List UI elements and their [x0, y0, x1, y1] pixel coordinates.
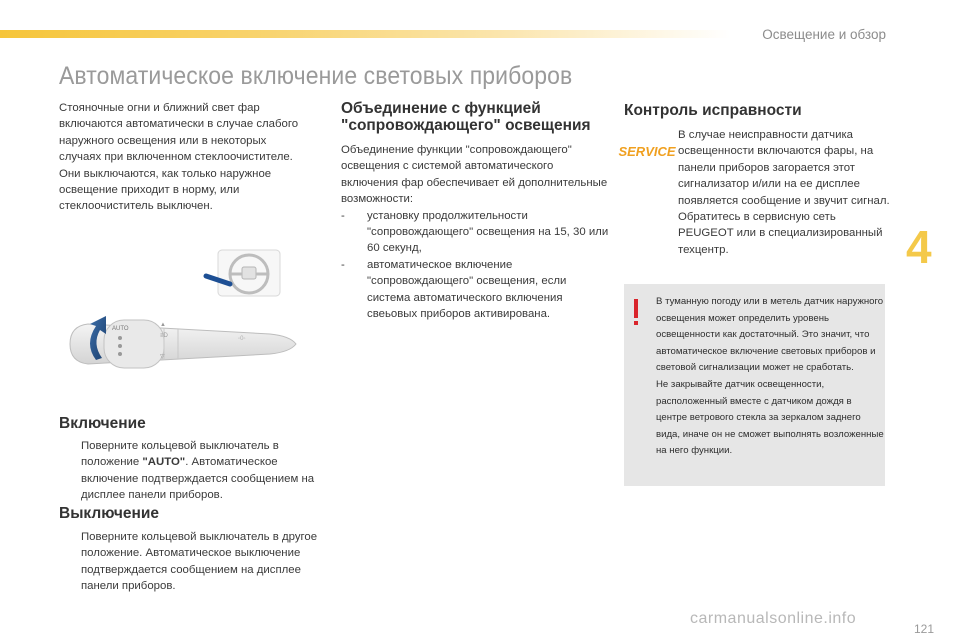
switch-on-instruction [59, 438, 329, 504]
switch-off-text: Поверните кольцевой выключатель в другое положение. Автоматическое выключение подтверждается сообщением на дисплее панели приборов. [81, 531, 318, 593]
header-accent-bar [0, 30, 730, 38]
service-icon [618, 142, 676, 160]
list-item [341, 208, 609, 257]
switch-on-text-start: Поверните кольцевой выключатель в положение [81, 440, 279, 469]
svg-text:≡D: ≡D [160, 333, 168, 339]
combine-heading: Объединение с функцией "сопровождающего" освещения [341, 100, 591, 134]
list-item-text: установку продолжительности "сопровождающего" освещения на 15, 30 или 60 секунд, [367, 209, 609, 255]
svg-text:◦0◦: ◦0◦ [238, 336, 246, 342]
section-title: Освещение и обзор [762, 27, 886, 42]
lighting-switch-figure [60, 240, 310, 400]
page-number: 121 [913, 622, 934, 636]
combine-intro: Объединение функции "сопровождающего" освещения с системой автоматического включения фар обеспечивает ей дополнительные возможности: [341, 144, 608, 206]
switch-off-heading: Выключение [59, 505, 160, 522]
svg-text:▲: ▲ [160, 322, 166, 328]
combine-section [341, 142, 609, 322]
bullet-marker [59, 438, 81, 504]
check-paragraph: В случае неисправности датчика освещенности включаются фары, на панели приборов загорается этот сигнализатор и/или на ее дисплее появляется сообщение и звучит сигнал. Обратитесь в сервисную сеть PEUGEOT или в специализированный техцентр. [678, 129, 890, 256]
dash-marker: - [341, 258, 345, 271]
switch-on-heading: Включение [59, 415, 146, 432]
switch-on-text-end: . Автоматическое включение подтверждается сообщением на дисплее панели приборов. [81, 456, 315, 502]
service-icon-text: SERVICE [618, 144, 676, 159]
dash-marker: - [341, 209, 345, 222]
page-title: Автоматическое включение световых приборов [59, 62, 573, 90]
warning-text: В туманную погоду или в метель датчик наружного освещения может определить уровень освещенности как достаточный. Это значит, что автоматическое включение световых приборов и световой сигнализации может не сработать. Не закрывайте датчик освещенности, расположенный вместе с датчиком дождя в центре ветрового стекла за зеркалом заднего вида, иначе он не сможет выполнять возложенные на него функции. [656, 296, 884, 457]
check-heading: Контроль исправности [624, 102, 802, 119]
svg-text:▽: ▽ [160, 354, 165, 360]
steering-wheel-inset [206, 250, 280, 296]
intro-paragraph: Стояночные огни и ближний свет фар включаются автоматически в случае слабого наружного освещения или в некоторых случаях при включенном стеклоочистителе. Они выключаются, как только наружное освещение приходит в норму, или стеклоочиститель выключен. [59, 102, 299, 213]
service-warning-icon [618, 142, 676, 160]
list-item-text: автоматическое включение "сопровождающего" освещения, если система автоматического включения свеьовых приборов активирована. [367, 258, 567, 321]
list-item [341, 257, 609, 323]
auto-label: "AUTO" [142, 456, 186, 469]
chapter-number: 4 [906, 221, 932, 273]
bullet-marker [59, 529, 81, 595]
svg-text:AUTO: AUTO [112, 326, 129, 332]
lighting-stalk-illustration [60, 240, 310, 400]
switch-off-instruction [59, 529, 329, 595]
exclamation-icon [631, 299, 641, 327]
warning-note [624, 284, 885, 486]
watermark: carmanualsonline.info [690, 610, 857, 627]
